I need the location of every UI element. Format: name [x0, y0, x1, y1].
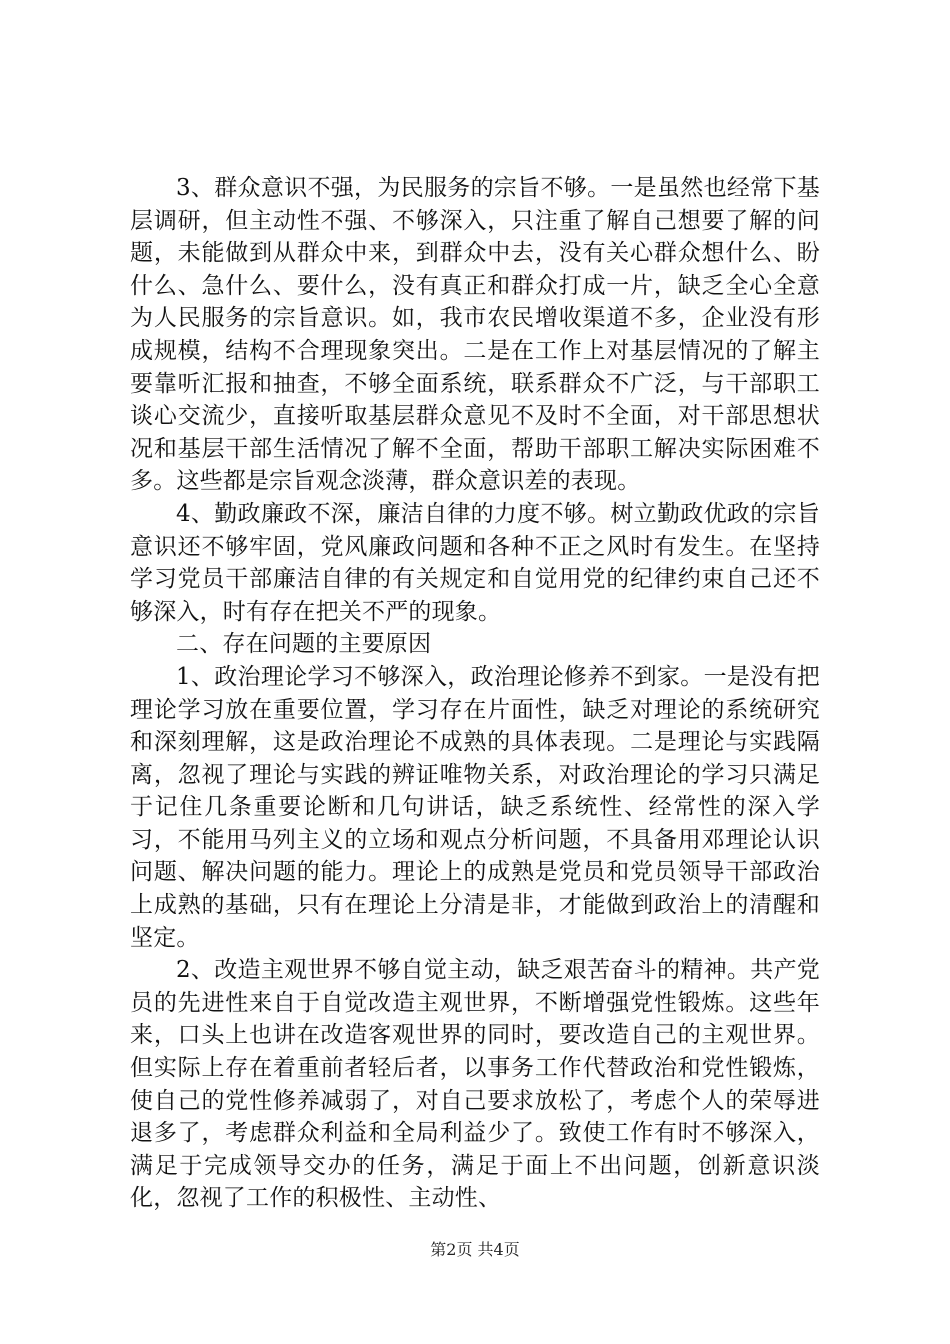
paragraph-theory-study: 1、政治理论学习不够深入，政治理论修养不到家。一是没有把理论学习放在重要位置，学习存在片面性，缺乏对理论的系统研究和深刻理解，这是政治理论不成熟的具体表现。二是理论与实践隔离，忽视了理论与实践的辨证唯物关系，对政治理论的学习只满足于记住几条重要论断和几句讲话，缺乏系统性、经常性的深入学习，不能用马列主义的立场和观点分析问题，不具备用邓理论认识问题、解决问题的能力。理论上的成熟是党员和党员领导干部政治上成熟的基础，只有在理论上分清是非，才能做到政治上的清醒和坚定。 [130, 663, 820, 951]
section-heading-causes: 二、存在问题的主要原因 [176, 631, 432, 658]
paragraph-mass-awareness: 3、群众意识不强，为民服务的宗旨不够。一是虽然也经常下基层调研，但主动性不强、不够深入，只注重了解自己想要了解的问题，未能做到从群众中来，到群众中去，没有关心群众想什么、盼什么、急什么、要什么，没有真正和群众打成一片，缺乏全心全意为人民服务的宗旨意识。如，我市农民增收渠道不多，企业没有形成规模，结构不合理现象突出。二是在工作上对基层情况的了解主要靠听汇报和抽查，不够全面系统，联系群众不广泛，与干部职工谈心交流少，直接听取基层群众意见不及时不全面，对干部思想状况和基层干部生活情况了解不全面，帮助干部职工解决实际困难不多。这些都是宗旨观念淡薄，群众意识差的表现。 [130, 175, 820, 495]
paragraph-self-reform: 2、改造主观世界不够自觉主动，缺乏艰苦奋斗的精神。共产党员的先进性来自于自觉改造主观世界，不断增强党性锻炼。这些年来，口头上也讲在改造客观世界的同时，要改造自己的主观世界。但实际上存在着重前者轻后者，以事务工作代替政治和党性锻炼，使自己的党性修养减弱了，对自己要求放松了，考虑个人的荣辱进退多了，考虑群众利益和全局利益少了。致使工作有时不够深入，满足于完成领导交办的任务，满足于面上不出问题，创新意识淡化，忽视了工作的积极性、主动性、 [130, 957, 820, 1212]
page-number-footer: 第2页 共4页 [430, 1240, 520, 1259]
paragraph-integrity: 4、勤政廉政不深，廉洁自律的力度不够。树立勤政优政的宗旨意识还不够牢固，党风廉政问题和各种不正之风时有发生。在坚持学习党员干部廉洁自律的有关规定和自觉用党的纪律约束自己还不够深入，时有存在把关不严的现象。 [130, 500, 820, 625]
document-body [130, 172, 820, 1215]
